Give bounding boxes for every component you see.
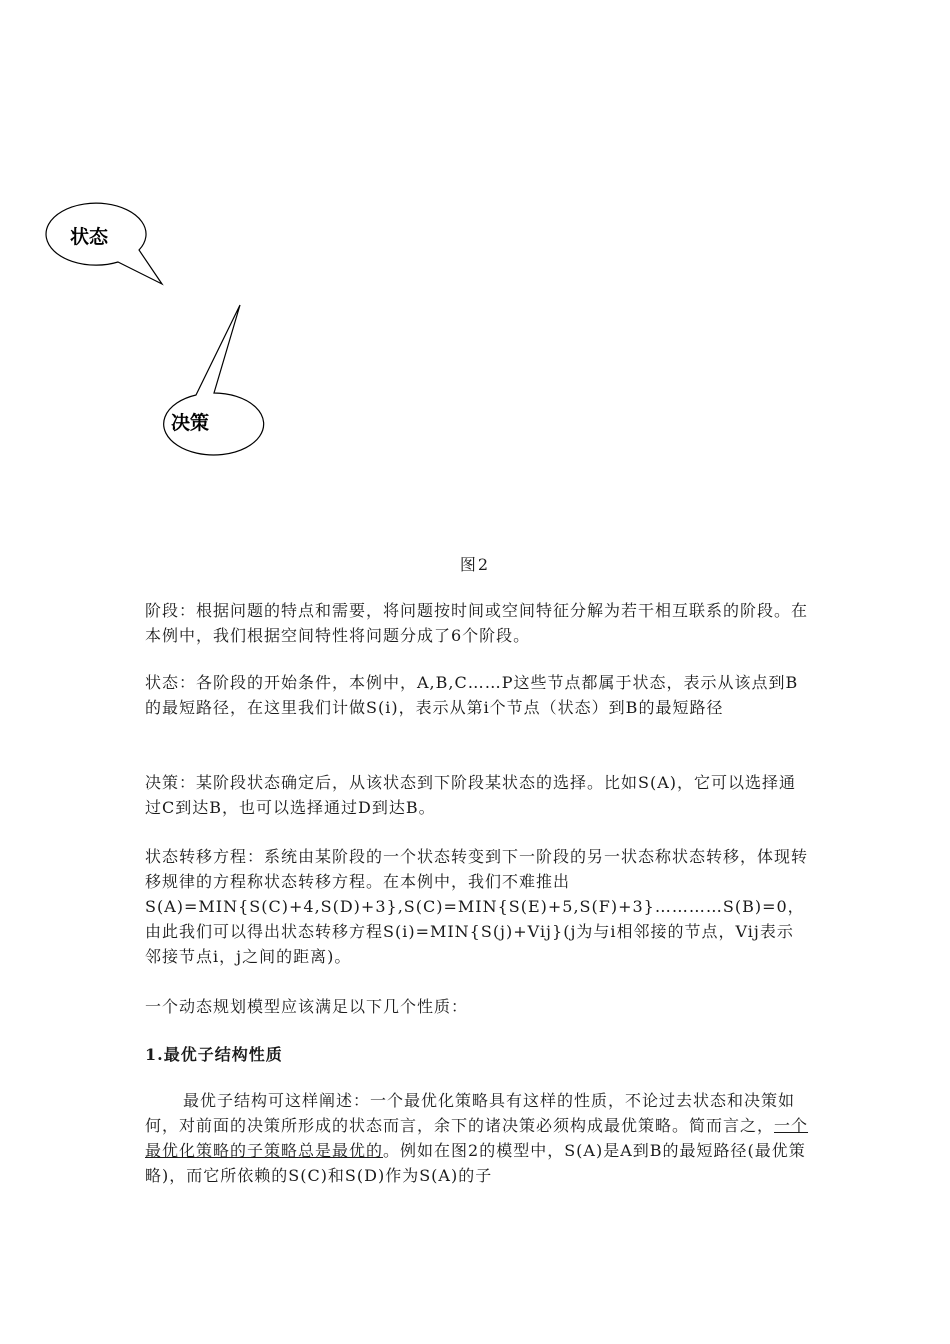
state-bubble-label: 状态 [70, 226, 109, 248]
section-heading-optimal-substructure: 1.最优子结构性质 [145, 1045, 283, 1064]
figure-caption: 图2 [459, 555, 491, 574]
figure-2-callouts [0, 0, 950, 520]
paragraph-state: 状态：各阶段的开始条件，本例中，A,B,C……P这些节点都属于状态，表示从该点到B的最短路径，在这里我们计做S(i)，表示从第i个节点（状态）到B的最短路径 [145, 673, 799, 717]
underlined-key-sentence: 一个最优化策略的子策略总是最优的 [145, 1116, 809, 1160]
body-text-before: 最优子结构可这样阐述：一个最优化策略具有这样的性质，不论过去状态和决策如何，对前面的决策所形成的状态而言，余下的诸决策必须构成最优策略。简而言之， [145, 1091, 796, 1135]
paragraph-properties-intro: 一个动态规划模型应该满足以下几个性质： [145, 997, 469, 1016]
paragraph-optimal-substructure [145, 1088, 810, 1188]
decision-bubble-label: 决策 [171, 412, 210, 434]
paragraph-decision: 决策：某阶段状态确定后，从该状态到下阶段某状态的选择。比如S(A)，它可以选择通过C到达B，也可以选择通过D到达B。 [145, 773, 797, 817]
paragraph-transition: 状态转移方程：系统由某阶段的一个状态转变到下一阶段的另一状态称状态转移，体现转移规律的方程称状态转移方程。在本例中，我们不难推出S(A)=MIN{S(C)+4,S(D)+3},S(C)=MIN{S(E)+5,S(F)+3}…………S(B)=0，由此我们可以得出状态转移方程S(i)=MIN{S(j)+Vij}(j为与i相邻接的节点，Vij表示邻接节点i，j之间的距离)。 [145, 847, 809, 966]
body-text-after: 。例如在图2的模型中，S(A)是A到B的最短路径(最优策略)，而它所依赖的S(C)和S(D)作为S(A)的子 [145, 1141, 806, 1185]
paragraph-stage: 阶段：根据问题的特点和需要，将问题按时间或空间特征分解为若干相互联系的阶段。在本例中，我们根据空间特性将问题分成了6个阶段。 [145, 601, 809, 645]
